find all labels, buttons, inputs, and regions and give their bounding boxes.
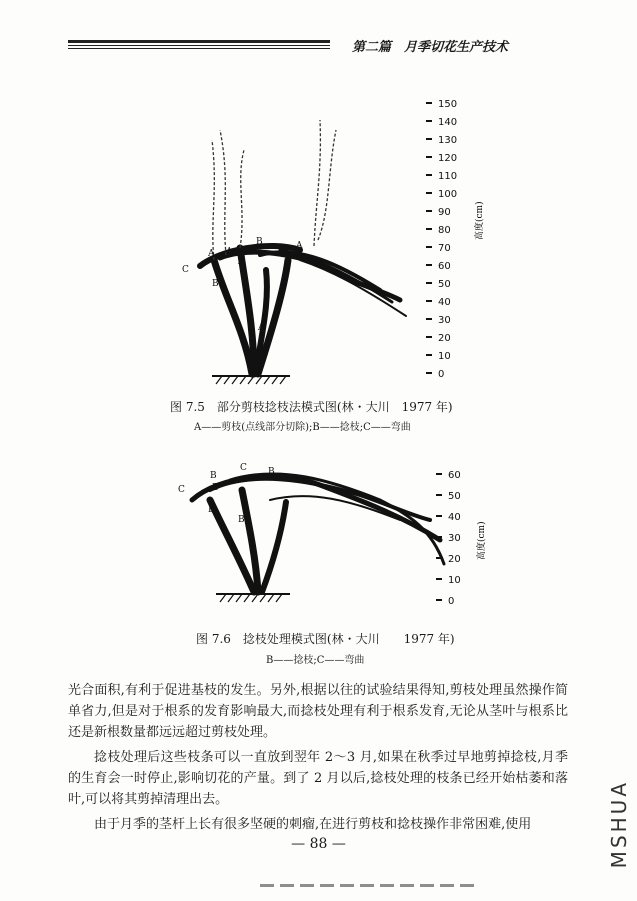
svg-text:B: B xyxy=(208,505,215,515)
body-text xyxy=(68,680,568,835)
svg-text:60: 60 xyxy=(438,261,451,272)
paragraph-3: 由于月季的茎杆上长有很多坚硬的刺瘤,在进行剪枝和捻枝操作非常困难,使用 xyxy=(94,817,532,832)
svg-text:110: 110 xyxy=(438,171,458,182)
figure1-legend: A——剪枝(点线部分切除);B——捻枝;C——弯曲 xyxy=(194,422,411,433)
scan-artifact xyxy=(260,884,480,887)
svg-text:10: 10 xyxy=(448,575,461,586)
paragraph-1: 光合面积,有利于促进基枝的发生。另外,根据以往的试验结果得知,剪枝处理虽然操作简单省力,但是对于根系的发育影响最大,而捻枝处理有利于根系发育,无论从茎叶与根系比还是新根数量都远远超过剪枝处理。 xyxy=(68,683,568,740)
figure1-axis-label: 高度(cm) xyxy=(475,201,485,240)
watermark: MSHUA xyxy=(607,780,631,869)
svg-text:B: B xyxy=(238,515,245,525)
figure1-ticks xyxy=(426,99,457,380)
svg-text:B: B xyxy=(268,467,275,477)
svg-text:C: C xyxy=(182,265,189,275)
svg-text:B: B xyxy=(256,237,263,247)
paragraph-2: 捻枝处理后这些枝条可以一直放到翌年 2～3 月,如果在秋季过早地剪掉捻枝,月季的生育会一时停止,影响切花的产量。到了 2 月以后,捻枝处理的枝条已经开始枯萎和落叶,可以将其剪掉清理出去。 xyxy=(68,750,568,807)
svg-text:120: 120 xyxy=(438,153,458,164)
svg-text:30: 30 xyxy=(448,533,461,544)
svg-text:130: 130 xyxy=(438,135,458,146)
svg-text:A: A xyxy=(208,249,215,259)
figure2-legend: B——捻枝;C——弯曲 xyxy=(266,655,365,666)
svg-text:50: 50 xyxy=(448,491,461,502)
svg-text:0: 0 xyxy=(448,596,455,607)
svg-text:150: 150 xyxy=(438,99,458,110)
svg-text:C: C xyxy=(178,485,185,495)
svg-text:20: 20 xyxy=(448,554,461,565)
svg-text:B: B xyxy=(210,471,217,481)
figure2-caption: 图 7.6 捻枝处理模式图(林・大川 1977 年) xyxy=(196,632,455,646)
svg-text:10: 10 xyxy=(438,351,451,362)
svg-text:20: 20 xyxy=(438,333,451,344)
figure-7-5 xyxy=(160,90,500,390)
svg-text:A: A xyxy=(296,241,303,251)
svg-text:50: 50 xyxy=(438,279,451,290)
svg-text:B: B xyxy=(212,483,219,493)
figure1-caption: 图 7.5 部分剪枝捻枝法模式图(林・大川 1977 年) xyxy=(170,400,453,414)
svg-text:A: A xyxy=(238,257,245,267)
svg-text:40: 40 xyxy=(448,512,461,523)
plant2-trunks xyxy=(210,490,286,592)
svg-text:30: 30 xyxy=(438,315,451,326)
svg-text:40: 40 xyxy=(438,297,451,308)
svg-text:140: 140 xyxy=(438,117,458,128)
page-number: — 88 — xyxy=(291,836,346,852)
figure-7-6 xyxy=(170,460,500,610)
svg-text:0: 0 xyxy=(438,369,445,380)
svg-text:70: 70 xyxy=(438,243,451,254)
header-rules xyxy=(68,40,330,52)
svg-text:80: 80 xyxy=(438,225,451,236)
plant-trunks xyxy=(214,248,288,374)
svg-text:A: A xyxy=(258,323,265,333)
svg-text:90: 90 xyxy=(438,207,451,218)
chapter-title: 第二篇 月季切花生产技术 xyxy=(352,40,509,55)
svg-text:B: B xyxy=(212,279,219,289)
svg-text:C: C xyxy=(240,463,247,473)
plant2-branches xyxy=(192,474,444,564)
figure2-markers xyxy=(178,463,275,525)
svg-text:A: A xyxy=(226,247,233,257)
svg-text:100: 100 xyxy=(438,189,458,200)
svg-text:60: 60 xyxy=(448,470,461,481)
figure2-axis-label: 高度(cm) xyxy=(477,521,487,560)
cut-shoots xyxy=(212,120,336,260)
